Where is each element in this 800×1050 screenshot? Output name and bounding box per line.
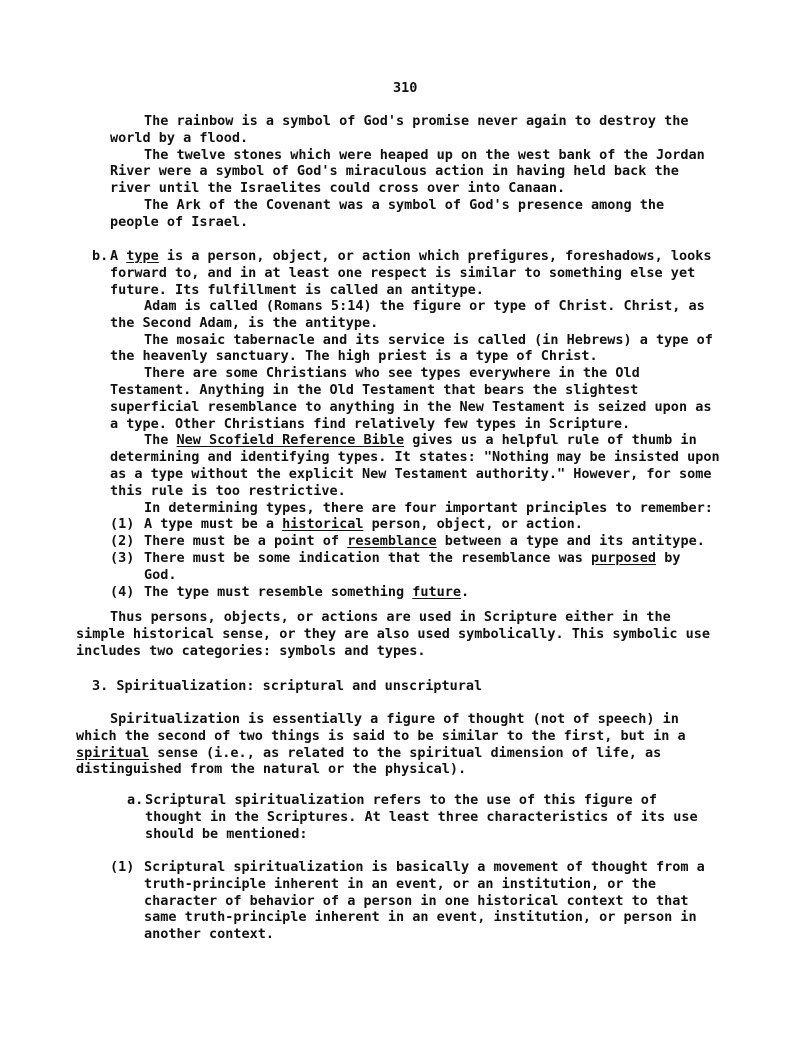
paragraph-tabernacle: The mosaic tabernacle and its service is called (in Hebrews) a type of the heavenly sanctuary. The high priest is a type of Christ. bbox=[110, 331, 713, 365]
paragraph-twelve-stones: The twelve stones which were heaped up on the west bank of the Jordan River were a symbol of God's miraculous action in having held back the river until the Israelites could cross over into Canaan. bbox=[110, 146, 705, 197]
symbol-examples bbox=[110, 113, 710, 231]
paragraph-ark: The Ark of the Covenant was a symbol of God's presence among the people of Israel. bbox=[110, 196, 665, 230]
principle-item: (1) A type must be a historical person, object, or action. bbox=[110, 516, 583, 533]
paragraph-scofield: The New Scofield Reference Bible gives us a helpful rule of thumb in determining and identifying types. It states: "Nothing may be insisted upon as a type without the explicit New Testament authority." However, for some this rule is too restrictive. bbox=[110, 432, 720, 499]
page-number: 310 bbox=[393, 80, 418, 96]
scofield-title: New Scofield Reference Bible bbox=[176, 432, 405, 449]
item-a-label: a. bbox=[127, 792, 144, 808]
item-1 bbox=[110, 859, 720, 943]
principle-item: (4) The type must resemble something future. bbox=[110, 583, 470, 600]
section-heading: 3. Spiritualization: scriptural and unscriptural bbox=[92, 678, 483, 694]
paragraph-types-everywhere: There are some Christians who see types everywhere in the Old Testament. Anything in the Old Testament that bears the slightest superficial resemblance to anything in the New Testament is seized upon as a type. Other Christians find relatively few types in Scripture. bbox=[110, 365, 712, 432]
principle-item: (3) There must be some indication that the resemblance was purposed by God. bbox=[110, 549, 681, 583]
paragraph-adam: Adam is called (Romans 5:14) the figure or type of Christ. Christ, as the Second Adam, is the antitype. bbox=[110, 298, 705, 331]
type-section-label: b. bbox=[92, 248, 109, 264]
summary-paragraph: Thus persons, objects, or actions are used in Scripture either in the simple historical sense, or they are also used symbolically. This symbolic use includes two categories: symbols and types. bbox=[76, 609, 710, 659]
type-examples bbox=[110, 298, 720, 600]
type-definition-text: A type is a person, object, or action which prefigures, foreshadows, looks forward to, and in at least one respect is similar to something else yet future. Its fulfillment is called an antitype. bbox=[110, 248, 712, 298]
item-a-text: Scriptural spiritualization refers to the use of this figure of thought in the Scriptures. At least three characteristics of its use should be mentioned: bbox=[145, 792, 698, 842]
spiritualization-paragraph: Spiritualization is essentially a figure of thought (not of speech) in which the second of two things is said to be similar to the first, but in a spiritual sense (i.e., as related to the spiritual dimension of life, as distinguished from the natural or the physical). bbox=[76, 711, 686, 778]
summary-section bbox=[76, 609, 716, 659]
term-spiritual: spiritual bbox=[76, 744, 150, 761]
item-1-label: (1) bbox=[110, 859, 135, 875]
paragraph-rainbow: The rainbow is a symbol of God's promise never again to destroy the world by a flood. bbox=[110, 113, 689, 146]
item-a bbox=[127, 792, 717, 842]
type-definition bbox=[92, 248, 720, 298]
term-type: type bbox=[126, 248, 159, 264]
principles-intro: In determining types, there are four important principles to remember: bbox=[144, 499, 713, 516]
spiritualization-section bbox=[76, 711, 716, 778]
principle-item: (2) There must be a point of resemblance between a type and its antitype. bbox=[110, 533, 705, 550]
item-1-text: Scriptural spiritualization is basically a movement of thought from a truth-principle inherent in an event, or an institution, or the character of behavior of a person in one historical context to that same truth-principle inherent in an event, institution, or person in another context. bbox=[144, 859, 705, 943]
